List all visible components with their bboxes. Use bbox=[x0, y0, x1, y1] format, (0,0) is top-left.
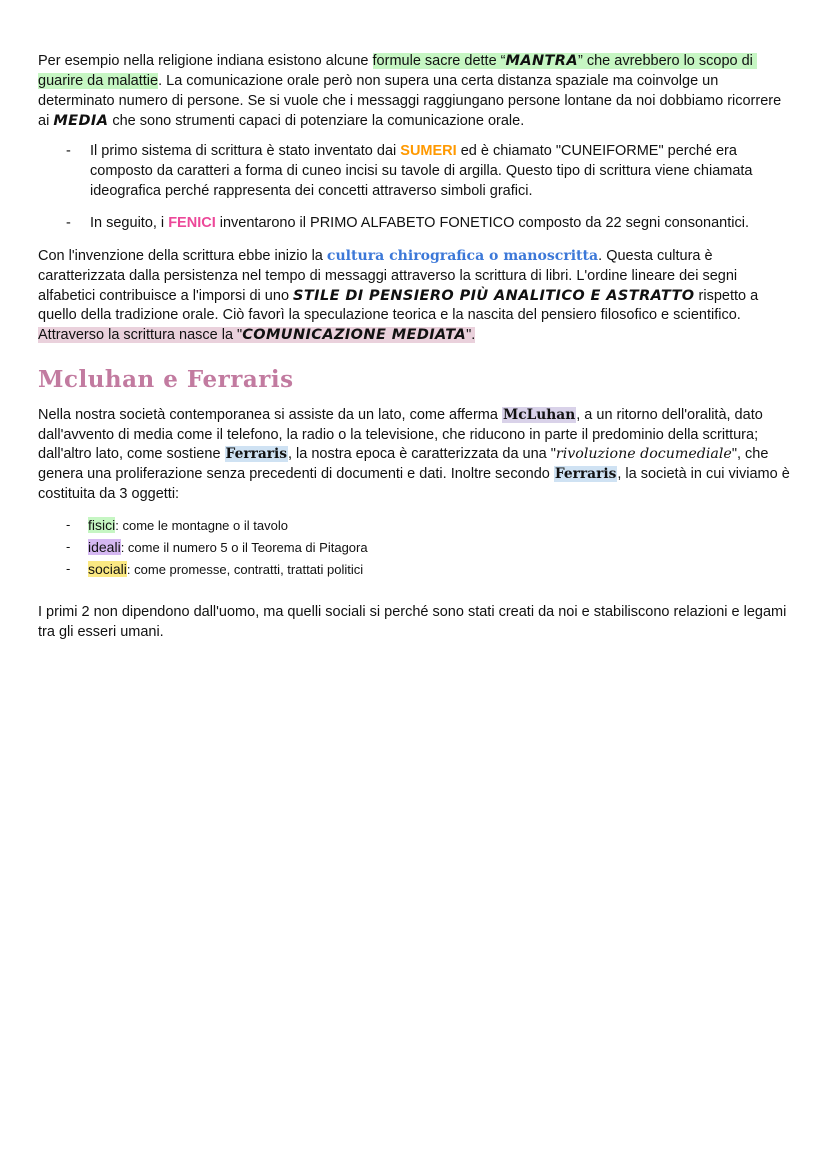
styled-text-run: cultura chirografica o manoscritta bbox=[326, 247, 599, 264]
list-item bbox=[64, 142, 790, 202]
styled-text-run: Ferraris bbox=[225, 446, 287, 463]
text-run: : come promesse, contratti, trattati politici bbox=[126, 562, 364, 578]
list-item bbox=[64, 214, 790, 234]
text-run: che sono strumenti capaci di potenziare la comunicazione orale. bbox=[108, 112, 525, 129]
text-run: : come il numero 5 o il Teorema di Pitagora bbox=[120, 540, 368, 556]
text-run: . Questa cultura è caratterizzata dalla persistenza nel tempo di messaggi attraverso la scrittura di libri. L'ordine lineare dei segni alfabetici contribuisce a l'imporsi di uno bbox=[38, 247, 742, 304]
paragraph bbox=[38, 247, 790, 346]
text-run: In seguito, i bbox=[90, 215, 169, 232]
styled-text-run: STILE DI PENSIERO PIÙ ANALITICO E ASTRATTO bbox=[293, 287, 695, 304]
styled-text-run: rivoluzione documediale bbox=[555, 446, 732, 463]
text-run: Con l'invenzione della scrittura ebbe inizio la bbox=[38, 247, 327, 264]
styled-text-run: Attraverso la scrittura nasce la " bbox=[38, 327, 243, 344]
styled-text-run: COMUNICAZIONE MEDIATA bbox=[242, 327, 467, 344]
styled-text-run: SUMERI bbox=[400, 143, 457, 160]
text-run: , la nostra epoca è caratterizzata da una " bbox=[287, 446, 556, 463]
text-run: rispetto a quello della tradizione orale. Ciò favorì la speculazione teorica e la nascita del pensiero filosofico e scientifico. bbox=[38, 287, 763, 324]
text-run: Per esempio nella religione indiana esistono alcune bbox=[38, 53, 373, 69]
text-run: . La comunicazione orale però non supera una certa distanza spaziale ma coinvolge un determinato numero di persone. Se si vuole che i messaggi raggiungano persone lontane da noi dobbiamo ricorrere ai bbox=[38, 72, 786, 129]
styled-text-run: MEDIA bbox=[53, 112, 109, 129]
styled-text-run: McLuhan bbox=[502, 406, 576, 423]
styled-text-run: ” che avrebbero lo scopo di guarire da malattie bbox=[38, 53, 757, 89]
text-run: inventarono il PRIMO ALFABETO FONETICO composto da 22 segni consonantici. bbox=[215, 215, 749, 232]
paragraph bbox=[38, 603, 790, 643]
text-run: ed è chiamato "CUNEIFORME" perché era composto da caratteri a forma di cuneo incisi su tavole di argilla. Questo tipo di scrittura viene chiamata ideografica perché rappresenta dei concetti attraverso simboli grafici. bbox=[90, 143, 757, 200]
styled-text-run: MANTRA bbox=[505, 53, 578, 69]
styled-text-run: formule sacre dette “ bbox=[372, 53, 506, 69]
styled-text-run: fisici bbox=[88, 516, 116, 533]
text-run: , la società in cui viviamo è costituita da 3 oggetti: bbox=[38, 466, 794, 503]
list-item bbox=[64, 538, 790, 557]
list-item bbox=[64, 560, 790, 579]
text-run: Nella nostra società contemporanea si assiste da un lato, come afferma bbox=[38, 406, 502, 423]
styled-text-run: ideali bbox=[88, 539, 121, 556]
styled-text-run: Ferraris bbox=[554, 466, 617, 483]
text-run: : come le montagne o il tavolo bbox=[115, 517, 288, 533]
text-run: ", che genera una proliferazione senza precedenti di documenti e dati. Inoltre secondo bbox=[38, 446, 773, 483]
text-run: Il primo sistema di scrittura è stato inventato dai bbox=[90, 143, 401, 160]
styled-text-run: ". bbox=[466, 327, 476, 344]
bullet-list bbox=[38, 516, 790, 580]
list-item bbox=[64, 516, 790, 535]
styled-text-run: sociali bbox=[88, 561, 127, 578]
section-heading: Mcluhan e Ferraris bbox=[38, 366, 294, 394]
bullet-list bbox=[38, 142, 790, 233]
text-run: I primi 2 non dipendono dall'uomo, ma quelli sociali si perché sono stati creati da noi e stabiliscono relazioni e legami tra gli esseri umani. bbox=[38, 604, 791, 641]
paragraph bbox=[38, 406, 794, 505]
text-run: , a un ritorno dell'oralità, dato dall'avvento di media come il telefono, la radio o la televisione, che riducono in parte il predominio della scrittura; dall'altro lato, come sostiene bbox=[38, 406, 767, 463]
paragraph bbox=[38, 52, 790, 131]
styled-text-run: FENICI bbox=[168, 215, 216, 232]
document-content bbox=[38, 52, 794, 643]
